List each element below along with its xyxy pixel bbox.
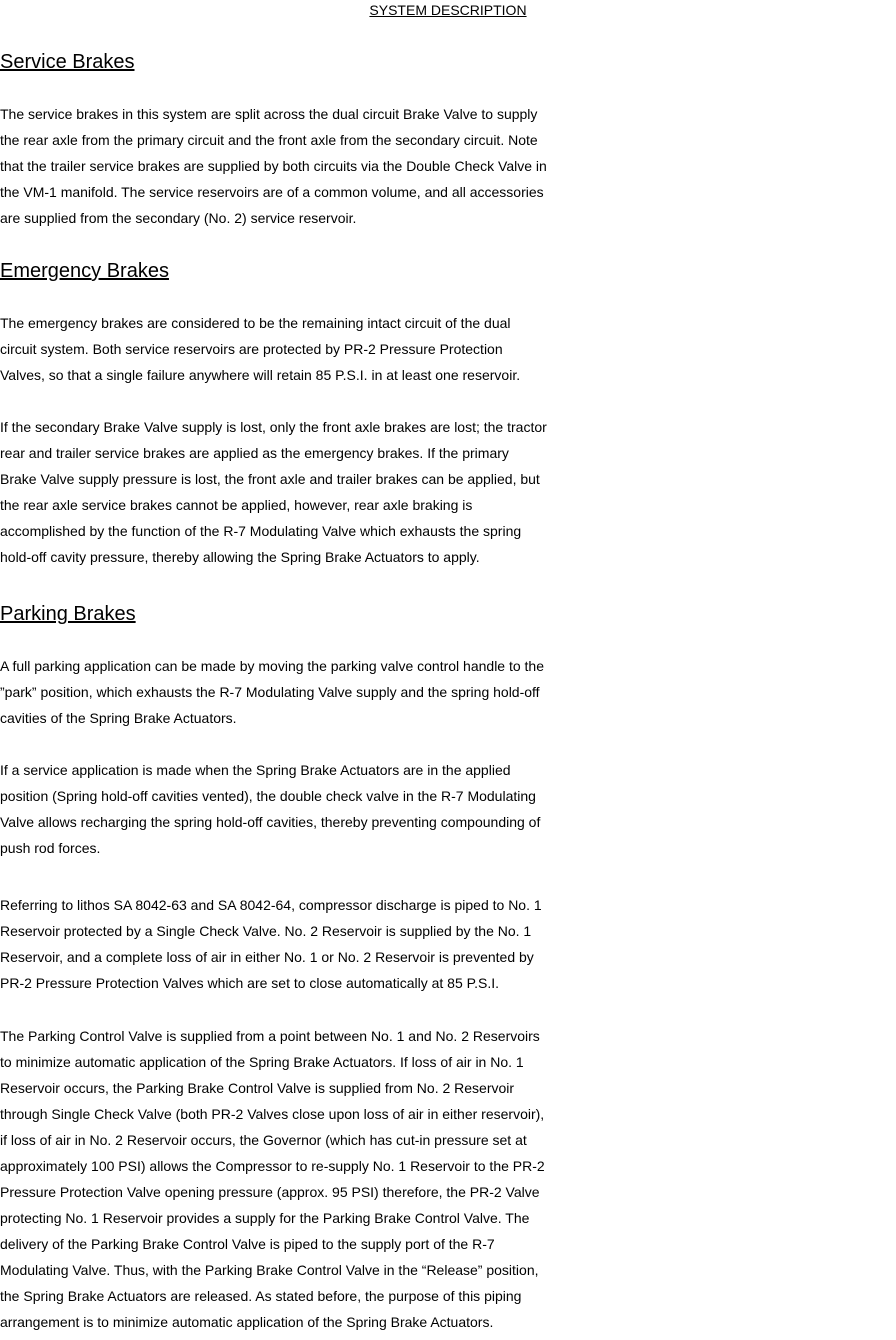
- text-line: If the secondary Brake Valve supply is lost, only the front axle brakes are lost; the tractor: [0, 419, 547, 435]
- heading-parking-brakes: Parking Brakes: [0, 603, 136, 625]
- text-line: accomplished by the function of the R-7 Modulating Valve which exhausts the spring: [0, 523, 522, 539]
- text-line: rear and trailer service brakes are applied as the emergency brakes. If the primary: [0, 445, 509, 461]
- text-line: the VM-1 manifold. The service reservoirs are of a common volume, and all accessories: [0, 184, 544, 200]
- text-line: cavities of the Spring Brake Actuators.: [0, 710, 237, 726]
- text-line: the Spring Brake Actuators are released. As stated before, the purpose of this piping: [0, 1288, 522, 1304]
- text-line: The service brakes in this system are split across the dual circuit Brake Valve to supply: [0, 106, 538, 122]
- heading-emergency-brakes: Emergency Brakes: [0, 260, 169, 282]
- paragraph-emergency-brakes-2: [0, 414, 896, 570]
- text-line: push rod forces.: [0, 840, 101, 856]
- paragraph-parking-brakes-3: [0, 892, 896, 996]
- text-line: approximately 100 PSI) allows the Compressor to re-supply No. 1 Reservoir to the PR-2: [0, 1158, 545, 1174]
- text-line: protecting No. 1 Reservoir provides a supply for the Parking Brake Control Valve. The: [0, 1210, 530, 1226]
- paragraph-emergency-brakes-1: [0, 310, 896, 388]
- text-line: Modulating Valve. Thus, with the Parking Brake Control Valve in the “Release” position,: [0, 1262, 539, 1278]
- text-line: the rear axle service brakes cannot be applied, however, rear axle braking is: [0, 497, 473, 513]
- text-line: If a service application is made when the Spring Brake Actuators are in the applied: [0, 762, 511, 778]
- text-line: A full parking application can be made by moving the parking valve control handle to the: [0, 658, 545, 674]
- text-line: delivery of the Parking Brake Control Valve is piped to the supply port of the R-7: [0, 1236, 495, 1252]
- text-line: if loss of air in No. 2 Reservoir occurs, the Governor (which has cut-in pressure set at: [0, 1132, 527, 1148]
- text-line: circuit system. Both service reservoirs are protected by PR-2 Pressure Protection: [0, 341, 503, 357]
- paragraph-parking-brakes-4: [0, 1023, 896, 1335]
- text-line: Reservoir protected by a Single Check Valve. No. 2 Reservoir is supplied by the No. 1: [0, 923, 532, 939]
- text-line: Pressure Protection Valve opening pressure (approx. 95 PSI) therefore, the PR-2 Valve: [0, 1184, 540, 1200]
- text-line: Referring to lithos SA 8042-63 and SA 8042-64, compressor discharge is piped to No. 1: [0, 897, 542, 913]
- heading-service-brakes: Service Brakes: [0, 51, 135, 73]
- text-line: arrangement is to minimize automatic application of the Spring Brake Actuators.: [0, 1314, 494, 1330]
- text-line: ”park” position, which exhausts the R-7 Modulating Valve supply and the spring hold-off: [0, 684, 540, 700]
- text-line: the rear axle from the primary circuit and the front axle from the secondary circuit. Note: [0, 132, 538, 148]
- paragraph-parking-brakes-2: [0, 757, 896, 861]
- text-line: to minimize automatic application of the Spring Brake Actuators. If loss of air in No. 1: [0, 1054, 524, 1070]
- page-title: SYSTEM DESCRIPTION: [369, 2, 527, 18]
- text-line: through Single Check Valve (both PR-2 Valves close upon loss of air in either reservoir),: [0, 1106, 545, 1122]
- text-line: The emergency brakes are considered to be the remaining intact circuit of the dual: [0, 315, 511, 331]
- text-line: Reservoir occurs, the Parking Brake Control Valve is supplied from No. 2 Reservoir: [0, 1080, 515, 1096]
- text-line: hold-off cavity pressure, thereby allowing the Spring Brake Actuators to apply.: [0, 549, 480, 565]
- text-line: Valves, so that a single failure anywhere will retain 85 P.S.I. in at least one reservoir.: [0, 367, 521, 383]
- text-line: The Parking Control Valve is supplied from a point between No. 1 and No. 2 Reservoirs: [0, 1028, 540, 1044]
- text-line: Reservoir, and a complete loss of air in either No. 1 or No. 2 Reservoir is prevented by: [0, 949, 534, 965]
- text-line: are supplied from the secondary (No. 2) service reservoir.: [0, 210, 357, 226]
- text-line: position (Spring hold-off cavities vented), the double check valve in the R-7 Modulating: [0, 788, 536, 804]
- paragraph-service-brakes: [0, 101, 896, 231]
- text-line: PR-2 Pressure Protection Valves which are set to close automatically at 85 P.S.I.: [0, 975, 500, 991]
- text-line: Brake Valve supply pressure is lost, the front axle and trailer brakes can be applied, but: [0, 471, 540, 487]
- text-line: that the trailer service brakes are supplied by both circuits via the Double Check Valve in: [0, 158, 547, 174]
- paragraph-parking-brakes-1: [0, 653, 896, 731]
- text-line: Valve allows recharging the spring hold-off cavities, thereby preventing compounding of: [0, 814, 541, 830]
